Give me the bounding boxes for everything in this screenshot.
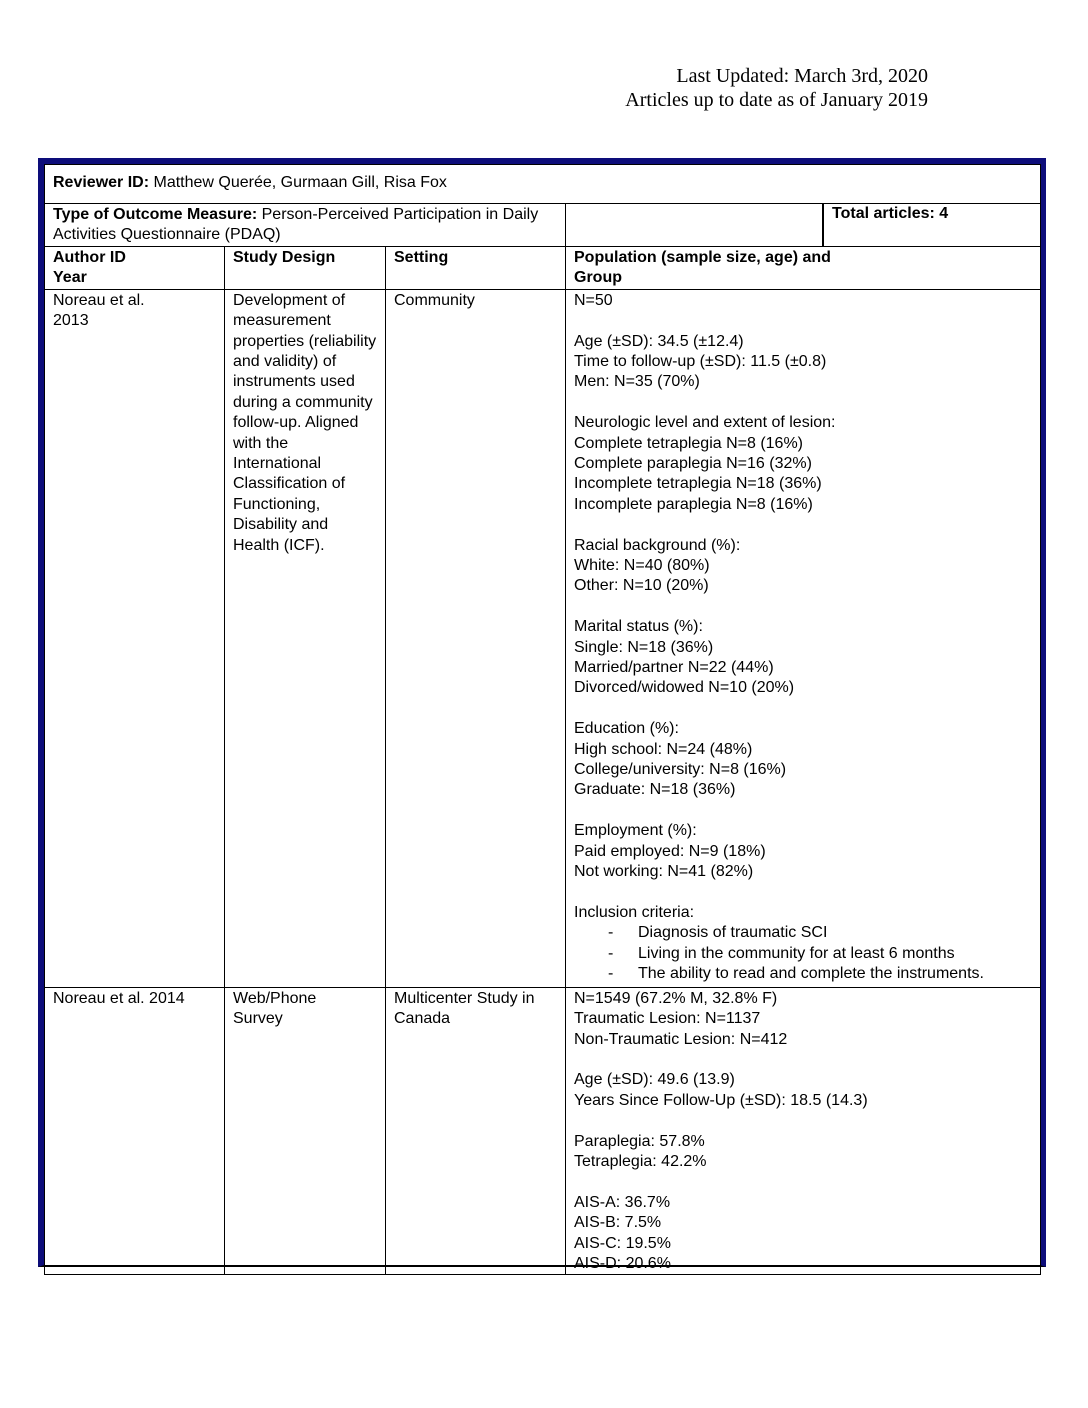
- row1-design: Development of measurement properties (reliability and validity) of instruments used during a community follow-up. Aligned with the International Classification of Functioning, Disability and Health (ICF).: [225, 289, 386, 987]
- col-population: [566, 247, 1041, 290]
- pop-line: Paid employed: N=9 (18%): [574, 842, 766, 860]
- pop-line: AIS-D: 20.6%: [574, 1255, 671, 1273]
- pop-line: Not working: N=41 (82%): [574, 863, 754, 881]
- outcome-row: [45, 204, 1041, 247]
- pop-line: Age (±SD): 34.5 (±12.4): [574, 332, 744, 350]
- row1-author-name: Noreau et al.: [53, 291, 145, 309]
- outcome-value: Person-Perceived Participation in Daily Activities Questionnaire (PDAQ): [53, 206, 539, 244]
- col-population-line2: Group: [574, 269, 622, 287]
- total-articles-label: Total articles:: [832, 205, 935, 222]
- pop-line: Other: N=10 (20%): [574, 577, 709, 595]
- row2-setting-line1: Multicenter Study in: [394, 989, 535, 1007]
- last-updated: Last Updated: March 3rd, 2020: [676, 65, 928, 87]
- pop-line: Graduate: N=18 (36%): [574, 781, 736, 799]
- pop-line: Traumatic Lesion: N=1137: [574, 1010, 761, 1028]
- page-header: [625, 64, 928, 112]
- pop-line: N=50: [574, 291, 613, 309]
- articles-date: Articles up to date as of January 2019: [625, 89, 928, 111]
- pop-line: Divorced/widowed N=10 (20%): [574, 679, 795, 697]
- outcome-label: Type of Outcome Measure:: [53, 206, 258, 223]
- col-author: [45, 247, 225, 290]
- review-table: [44, 164, 1041, 1275]
- total-articles-cell: [566, 204, 1041, 247]
- pop-line: AIS-C: 19.5%: [574, 1234, 671, 1252]
- pop-line: Inclusion criteria:: [574, 903, 695, 921]
- row2-design: [225, 987, 386, 1275]
- pop-line: High school: N=24 (48%): [574, 740, 753, 758]
- review-table-frame: [38, 158, 1046, 1273]
- pop-line: Single: N=18 (36%): [574, 638, 714, 656]
- col-author-line1: Author ID: [53, 249, 126, 266]
- pop-line: AIS-A: 36.7%: [574, 1193, 671, 1211]
- pop-line: Racial background (%):: [574, 536, 741, 554]
- pop-line: Incomplete tetraplegia N=18 (36%): [574, 475, 822, 493]
- pop-line: Non-Traumatic Lesion: N=412: [574, 1030, 788, 1048]
- pop-line: Employment (%):: [574, 822, 697, 840]
- row2-design-line1: Web/Phone: [233, 989, 317, 1007]
- reviewer-row: [45, 165, 1041, 204]
- reviewer-label: Reviewer ID:: [53, 174, 150, 191]
- list-item: - Diagnosis of traumatic SCI: [608, 924, 828, 942]
- table-row: [45, 987, 1041, 1275]
- pop-line: Incomplete paraplegia N=8 (16%): [574, 495, 813, 513]
- pop-line: AIS-B: 7.5%: [574, 1214, 662, 1232]
- row1-author-year: 2013: [53, 312, 89, 330]
- col-setting: Setting: [386, 247, 566, 290]
- total-articles-value: 4: [934, 205, 949, 222]
- pop-line: College/university: N=8 (16%): [574, 761, 787, 779]
- row2-setting: [386, 987, 566, 1275]
- pop-line: Tetraplegia: 42.2%: [574, 1153, 707, 1171]
- pop-line: Complete tetraplegia N=8 (16%): [574, 434, 804, 452]
- pop-line: Years Since Follow-Up (±SD): 18.5 (14.3): [574, 1091, 868, 1109]
- reviewer-names: Matthew Querée, Gurmaan Gill, Risa Fox: [149, 174, 447, 191]
- row2-author: Noreau et al. 2014: [45, 987, 225, 1275]
- pop-line: Education (%):: [574, 720, 679, 738]
- col-design: Study Design: [225, 247, 386, 290]
- pop-line: Complete paraplegia N=16 (32%): [574, 455, 812, 473]
- row1-author: [45, 289, 225, 987]
- row2-population: [566, 987, 1041, 1275]
- outcome-cell: [45, 204, 566, 247]
- row2-design-line2: Survey: [233, 1010, 283, 1028]
- pop-line: Neurologic level and extent of lesion:: [574, 414, 836, 432]
- pop-line: Marital status (%):: [574, 618, 703, 636]
- pop-line: Married/partner N=22 (44%): [574, 659, 774, 677]
- list-item: - The ability to read and complete the instruments.: [608, 965, 984, 983]
- row1-population: [566, 289, 1041, 987]
- col-population-line1: Population (sample size, age) and: [574, 249, 831, 266]
- row2-setting-line2: Canada: [394, 1010, 451, 1028]
- pop-line: Paraplegia: 57.8%: [574, 1132, 705, 1150]
- pop-line: Age (±SD): 49.6 (13.9): [574, 1071, 735, 1089]
- row1-setting: Community: [386, 289, 566, 987]
- pop-line: White: N=40 (80%): [574, 557, 710, 575]
- inclusion-list: [574, 923, 1032, 984]
- col-author-line2: Year: [53, 269, 87, 287]
- list-item: - Living in the community for at least 6 months: [608, 944, 955, 962]
- pop-line: Time to follow-up (±SD): 11.5 (±0.8): [574, 353, 827, 371]
- pop-line: Men: N=35 (70%): [574, 373, 700, 391]
- table-row: [45, 289, 1041, 987]
- pop-line: N=1549 (67.2% M, 32.8% F): [574, 989, 778, 1007]
- column-header-row: [45, 247, 1041, 290]
- reviewer-cell: [45, 165, 1041, 204]
